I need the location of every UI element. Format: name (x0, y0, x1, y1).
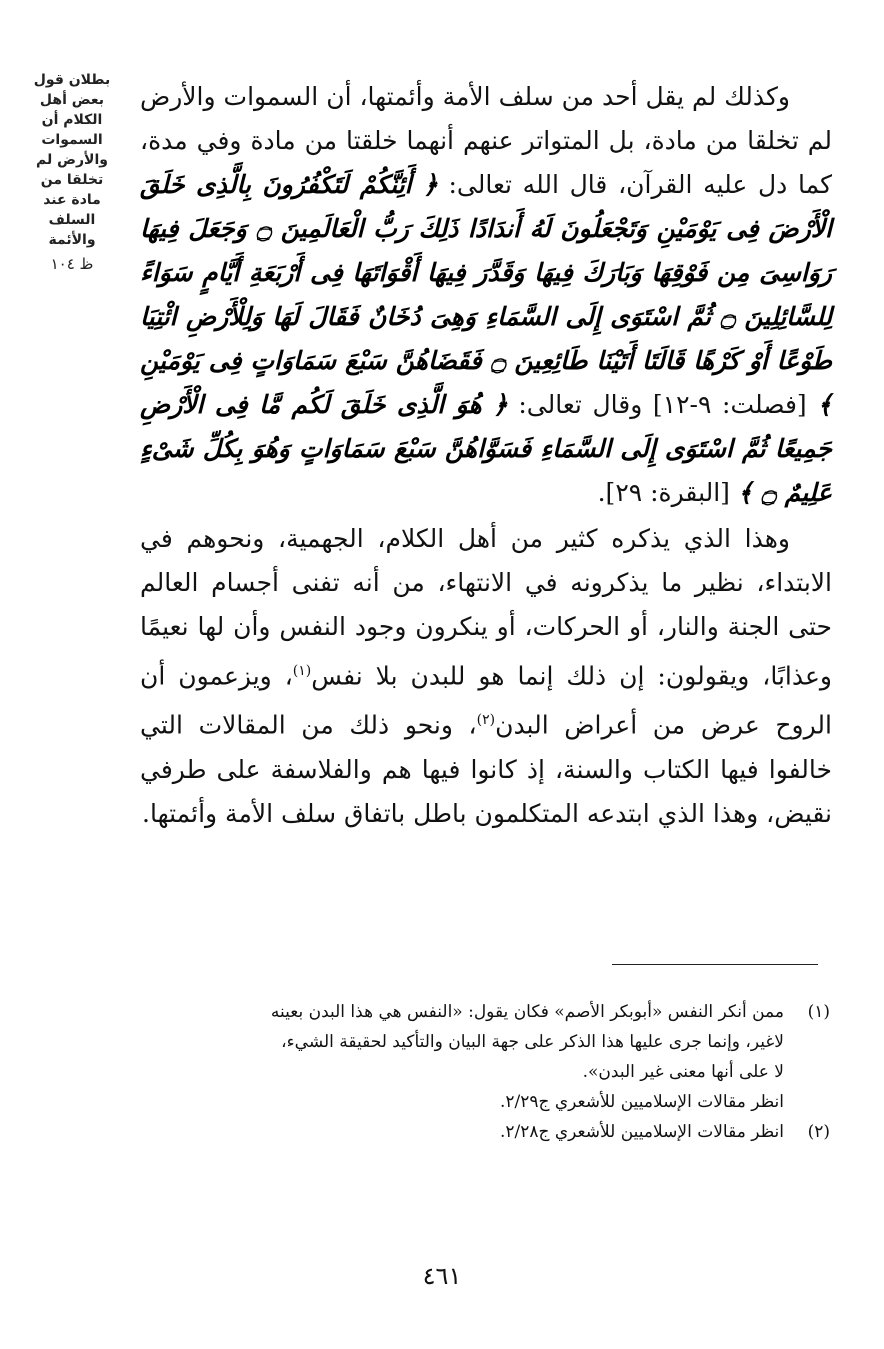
quran-reference: [فصلت: ٩-١٢] (642, 390, 818, 419)
margin-note-line: بعض أهل (39, 92, 105, 108)
paragraph-text: وكذلك لم يقل أحد من سلف الأمة وأئمتها، أن السموات والأرض لم تخلقا من مادة، بل المتواتر عنهم أنهما خلقتا من مادة وفي مدة، كما دل عليه القرآن، قال الله تعالى: (140, 82, 832, 199)
footnote-number: (٢) (807, 1122, 830, 1142)
paragraph-text: ، ونحو ذلك من المقالات التي خالفوا فيها الكتاب والسنة، إذ كانوا فيها هم والفلاسفة على طرفي نقيض، وهذا الذي ابتدعه المتكلمون باطل باتفاق سلف الأمة وأئمتها. (140, 710, 832, 828)
footnote (130, 1117, 830, 1147)
footnote-line: لاغير، وإنما جرى عليها هذا الذكر على جهة البيان والتأكيد لحقيقة الشيء، (281, 1032, 784, 1052)
margin-note-line: السموات (41, 132, 103, 148)
footnote-body (130, 1117, 784, 1147)
paragraph-1 (140, 75, 832, 515)
paragraph-2 (140, 517, 832, 836)
paragraph-text: وهذا الذي يذكره كثير من أهل الكلام، الجهمية، ونحوهم في الابتداء، نظير ما يذكرونه في الانتهاء، من أنه تفنى أجسام العالم حتى الجنة والنار، أو الحركات، أو ينكرون وجود النفس وأن لها نعيمًا وعذابًا، ويقولون: إن ذلك إنما هو للبدن بلا نفس (140, 524, 832, 691)
paragraph-text: ، ويزعمون أن الروح عرض من أعراض البدن (140, 661, 832, 740)
margin-note-line: تخلقا من (40, 172, 104, 188)
margin-note-line: والأرض لم (36, 152, 108, 168)
paragraph-text: وقال تعالى: (507, 390, 643, 419)
footnote-marker[interactable]: (٢) (476, 712, 496, 729)
margin-note (30, 70, 114, 274)
main-text (140, 75, 832, 836)
margin-note-line: الكلام أن (41, 112, 103, 128)
margin-note-line: السلف (48, 212, 96, 228)
footnote-body (130, 997, 784, 1117)
footnote-line: لا على أنها معنى غير البدن». (582, 1062, 784, 1082)
page-number: ٤٦١ (422, 1262, 462, 1290)
footnote-marker[interactable]: (١) (292, 663, 312, 679)
footnote-line: ممن أنكر النفس «أبوبكر الأصم» فكان يقول: «النفس هي هذا البدن بعينه (270, 1002, 784, 1022)
footnote-number: (١) (807, 1002, 830, 1022)
footnote (130, 997, 830, 1117)
footnote-separator (612, 964, 818, 965)
margin-note-line: بطلان قول (33, 72, 111, 88)
quran-quote: ﴿ هُوَ الَّذِى خَلَقَ لَكُم مَّا فِى الْأَرْضِ جَمِيعًا ثُمَّ اسْتَوَى إِلَى السَّمَاءِ فَسَوَّاهُنَّ سَبْعَ سَمَاوَاتٍ وَهُوَ بِكُلِّ شَىْءٍ عَلِيمٌ ۝ ﴾ (140, 390, 832, 507)
footnote-line: انظر مقالات الإسلاميين للأشعري ج٢/٢٨. (499, 1122, 784, 1142)
quran-quote: ﴿ أَئِنَّكُمْ لَتَكْفُرُونَ بِالَّذِى خَلَقَ الْأَرْضَ فِى يَوْمَيْنِ وَتَجْعَلُونَ لَهُ أَندَادًا ذَلِكَ رَبُّ الْعَالَمِينَ ۝ وَجَعَلَ فِيهَا رَوَاسِىَ مِن فَوْقِهَا وَبَارَكَ فِيهَا وَقَدَّرَ فِيهَا أَقْوَاتَهَا فِى أَرْبَعَةِ أَيَّامٍ سَوَاءً لِلسَّائِلِينَ ۝ ثُمَّ اسْتَوَى إِلَى السَّمَاءِ وَهِىَ دُخَانٌ فَقَالَ لَهَا وَلِلْأَرْضِ ائْتِيَا طَوْعًا أَوْ كَرْهًا قَالَتَا أَتَيْنَا طَائِعِينَ ۝ فَقَضَاهُنَّ سَبْعَ سَمَاوَاتٍ فِى يَوْمَيْنِ ﴾ (140, 170, 832, 419)
footnotes (130, 997, 830, 1147)
quran-reference: [البقرة: ٢٩]. (597, 478, 738, 507)
margin-note-line: مادة عند (43, 192, 101, 208)
manuscript-folio-ref: ظ ١٠٤ (50, 255, 94, 273)
footnote-line: انظر مقالات الإسلاميين للأشعري ج٢/٢٩. (499, 1092, 784, 1112)
margin-note-line: والأئمة (48, 232, 96, 248)
